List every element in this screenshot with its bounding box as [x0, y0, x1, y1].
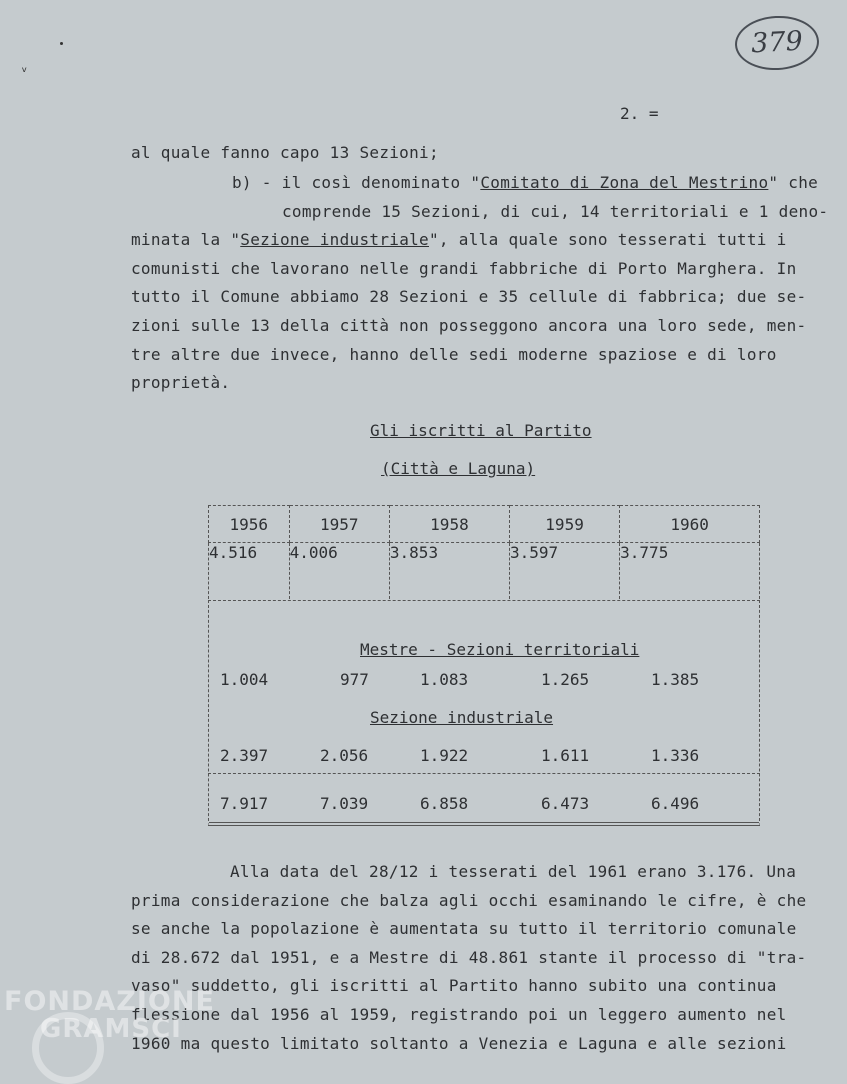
total-value: 7.039 [320, 794, 369, 813]
text-line: b) - il così denominato "Comitato di Zona del Mestrino" che [232, 173, 819, 192]
city-value: 3.853 [389, 543, 509, 600]
table-title: Gli iscritti al Partito [370, 421, 592, 440]
city-value: 4.516 [209, 543, 290, 600]
year-cell: 1959 [509, 506, 619, 543]
total-value: 6.473 [541, 794, 590, 813]
total-value: 6.858 [420, 794, 469, 813]
total-value: 6.496 [651, 794, 700, 813]
mestre-value: 977 [340, 670, 369, 689]
underlined-text: Sezione industriale [240, 230, 429, 249]
table-divider [208, 773, 760, 774]
table-subtitle: (Città e Laguna) [381, 459, 536, 478]
text-line: se anche la popolazione è aumentata su tutto il territorio comunale [131, 919, 797, 938]
members-table [208, 505, 760, 599]
city-lagoon-row [209, 543, 760, 600]
city-value: 4.006 [289, 543, 389, 600]
mestre-value: 1.004 [220, 670, 269, 689]
text-line: di 28.672 dal 1951, e a Mestre di 48.861 stante il processo di "tra- [131, 948, 807, 967]
text-line: Alla data del 28/12 i tesserati del 1961 erano 3.176. Una [230, 862, 797, 881]
ink-tick-mark: ᵥ [20, 60, 29, 76]
year-cell: 1956 [209, 506, 290, 543]
text-line: flessione dal 1956 al 1959, registrando poi un leggero aumento nel [131, 1005, 787, 1024]
text-line: minata la "Sezione industriale", alla quale sono tesserati tutti i [131, 230, 787, 249]
industrial-heading: Sezione industriale [370, 708, 554, 727]
text-line: prima considerazione che balza agli occhi esaminando le cifre, è che [131, 891, 807, 910]
mestre-heading: Mestre - Sezioni territoriali [360, 640, 640, 659]
year-cell: 1960 [620, 506, 760, 543]
year-cell: 1958 [389, 506, 509, 543]
text-line: proprietà. [131, 373, 231, 392]
text-line: al quale fanno capo 13 Sezioni; [131, 143, 439, 162]
table-divider [208, 600, 760, 601]
industrial-value: 1.336 [651, 746, 700, 765]
ink-dot [60, 42, 63, 45]
industrial-value: 2.397 [220, 746, 269, 765]
text-line: 1960 ma questo limitato soltanto a Venezia e Laguna e alle sezioni [131, 1034, 787, 1053]
year-cell: 1957 [289, 506, 389, 543]
city-value: 3.597 [509, 543, 619, 600]
page-number: 2. = [620, 104, 659, 123]
watermark-line2: GRAMSCI [40, 1014, 182, 1044]
industrial-value: 1.922 [420, 746, 469, 765]
watermark-line1: FONDAZIONE [4, 986, 215, 1017]
text-line: tutto il Comune abbiamo 28 Sezioni e 35 cellule di fabbrica; due se- [131, 287, 807, 306]
underlined-text: Comitato di Zona del Mestrino [480, 173, 769, 192]
industrial-value: 1.611 [541, 746, 590, 765]
mestre-value: 1.385 [651, 670, 700, 689]
mestre-value: 1.083 [420, 670, 469, 689]
text-line: vaso" suddetto, gli iscritti al Partito hanno subito una continua [131, 976, 777, 995]
total-value: 7.917 [220, 794, 269, 813]
text-line: zioni sulle 13 della città non posseggono ancora una loro sede, men- [131, 316, 807, 335]
year-header-row [209, 506, 760, 543]
text-line: comprende 15 Sezioni, di cui, 14 territoriali e 1 deno- [282, 202, 829, 221]
archive-page-number: 379 [734, 14, 821, 72]
text-line: tre altre due invece, hanno delle sedi moderne spaziose e di loro [131, 345, 777, 364]
industrial-value: 2.056 [320, 746, 369, 765]
text-line: comunisti che lavorano nelle grandi fabbriche di Porto Marghera. In [131, 259, 797, 278]
mestre-value: 1.265 [541, 670, 590, 689]
city-value: 3.775 [620, 543, 760, 600]
